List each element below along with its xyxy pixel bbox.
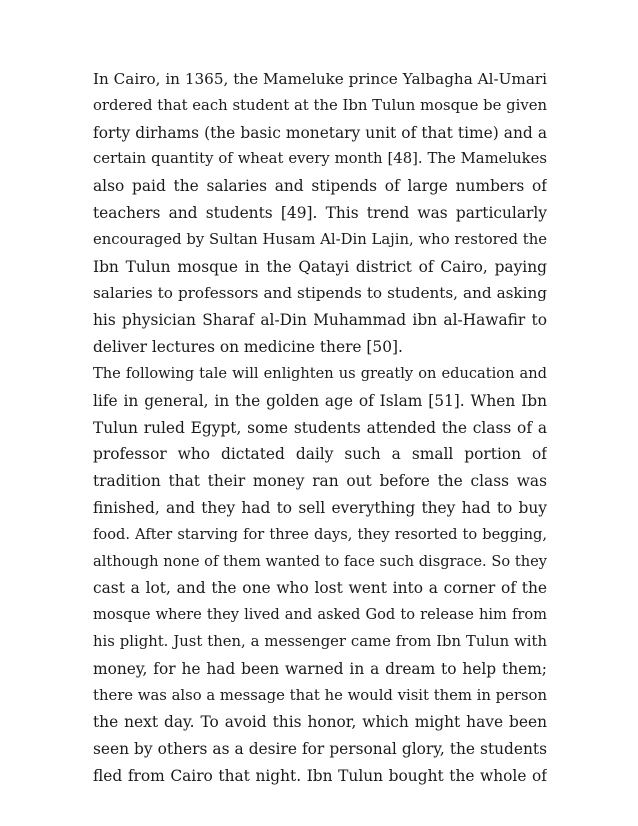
text-line: seen by others as a desire for personal glory, the students [93, 740, 547, 759]
text-line: tradition that their money ran out before the class was [93, 472, 547, 491]
paragraph-1 [93, 66, 547, 361]
text-line: although none of them wanted to face such disgrace. So they [93, 552, 547, 570]
text-line: also paid the salaries and stipends of large numbers of [93, 177, 547, 196]
text-line: forty dirhams (the basic monetary unit of that time) and a [93, 123, 547, 142]
text-line: salaries to professors and stipends to students, and asking [93, 284, 547, 303]
text-line: ordered that each student at the Ibn Tulun mosque be given [93, 96, 547, 114]
text-line: mosque where they lived and asked God to release him from [93, 606, 547, 624]
text-line: the next day. To avoid this honor, which might have been [93, 713, 547, 732]
text-line: his plight. Just then, a messenger came from Ibn Tulun with [93, 632, 547, 650]
text-line: his physician Sharaf al-Din Muhammad ibn al-Hawafir to [93, 311, 547, 330]
text-line: fled from Cairo that night. Ibn Tulun bought the whole of [93, 766, 547, 785]
text-line: certain quantity of wheat every month [48]. The Mamelukes [93, 150, 547, 168]
text-line: The following tale will enlighten us greatly on education and [93, 365, 547, 382]
text-line: money, for he had been warned in a dream to help them; [93, 659, 547, 678]
text-line: deliver lectures on medicine there [50]. [93, 337, 403, 356]
text-line: encouraged by Sultan Husam Al-Din Lajin, who restored the [93, 230, 547, 248]
text-line: food. After starving for three days, they resorted to begging, [93, 525, 547, 543]
text-line: finished, and they had to sell everything they had to buy [93, 498, 547, 517]
text-line: life in general, in the golden age of Islam [51]. When Ibn [93, 391, 547, 410]
paragraph-2 [93, 361, 547, 790]
text-line: there was also a message that he would visit them in person [93, 686, 547, 704]
text-line: Ibn Tulun mosque in the Qatayi district of Cairo, paying [93, 257, 547, 276]
text-line: professor who dictated daily such a small portion of [93, 445, 547, 464]
text-line: In Cairo, in 1365, the Mameluke prince Yalbagha Al-Umari [93, 70, 547, 88]
text-line: Tulun ruled Egypt, some students attended the class of a [93, 418, 547, 437]
text-line: cast a lot, and the one who lost went into a corner of the [93, 579, 547, 598]
text-line: teachers and students [49]. This trend was particularly [93, 203, 547, 222]
